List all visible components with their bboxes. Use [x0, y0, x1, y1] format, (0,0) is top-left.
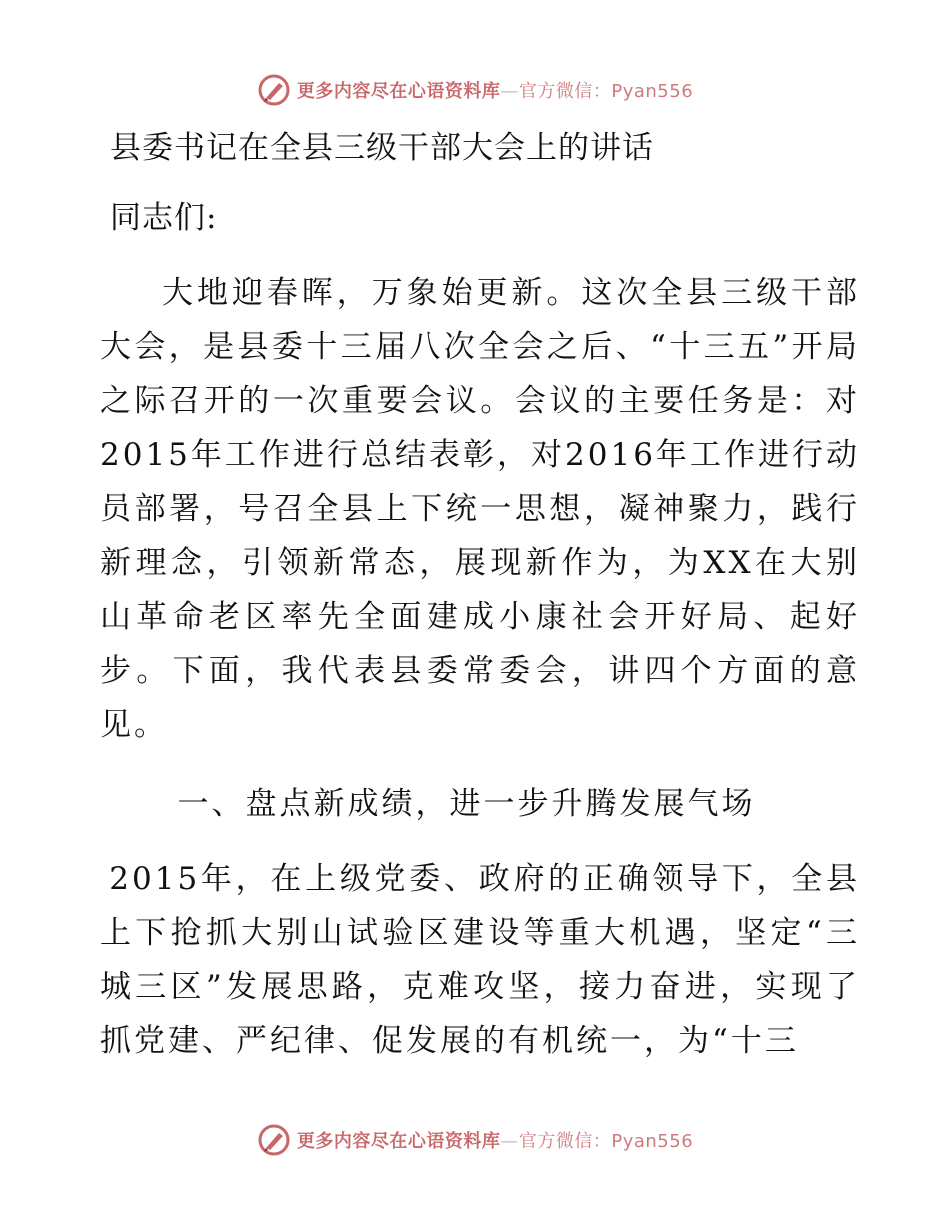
watermark-text: 更多内容尽在心语资料库: [296, 81, 501, 102]
document-page: [100, 124, 860, 1068]
greeting: 同志们:: [110, 200, 218, 236]
footer-watermark: [0, 1120, 950, 1160]
document-title: 县委书记在全县三级干部大会上的讲话: [110, 130, 654, 166]
watermark-text: 更多内容尽在心语资料库: [296, 1131, 501, 1152]
paragraph-2: 2015年，在上级党委、政府的正确领导下，全县上下抢抓大别山试验区建设等重大机遇，坚定“三城三区”发展思路，克难攻坚，接力奋进，实现了抓党建、严纪律、促发展的有机统一，为“十三: [100, 861, 860, 1059]
watermark-wechat: 官方微信：Pyan556: [518, 1131, 694, 1152]
watermark-separator: —: [500, 81, 519, 102]
section-heading-1: 一、盘点新成绩，进一步升腾发展气场: [177, 786, 756, 822]
pen-logo-icon: [257, 73, 291, 107]
paragraph-1: 大地迎春晖，万象始更新。这次全县三级干部大会，是县委十三届八次全会之后、“十三五”开局之际召开的一次重要会议。会议的主要任务是：对2015年工作进行总结表彰，对2016年工作进行动员部署，号召全县上下统一思想，凝神聚力，践行新理念，引领新常态，展现新作为，为XX在大别山革命老区率先全面建成小康社会开好局、起好步。下面，我代表县委常委会，讲四个方面的意见。: [100, 275, 860, 743]
watermark-wechat: 官方微信：Pyan556: [518, 81, 694, 102]
watermark-separator: —: [500, 1131, 519, 1152]
pen-logo-icon: [257, 1123, 291, 1157]
header-watermark: [0, 70, 950, 110]
